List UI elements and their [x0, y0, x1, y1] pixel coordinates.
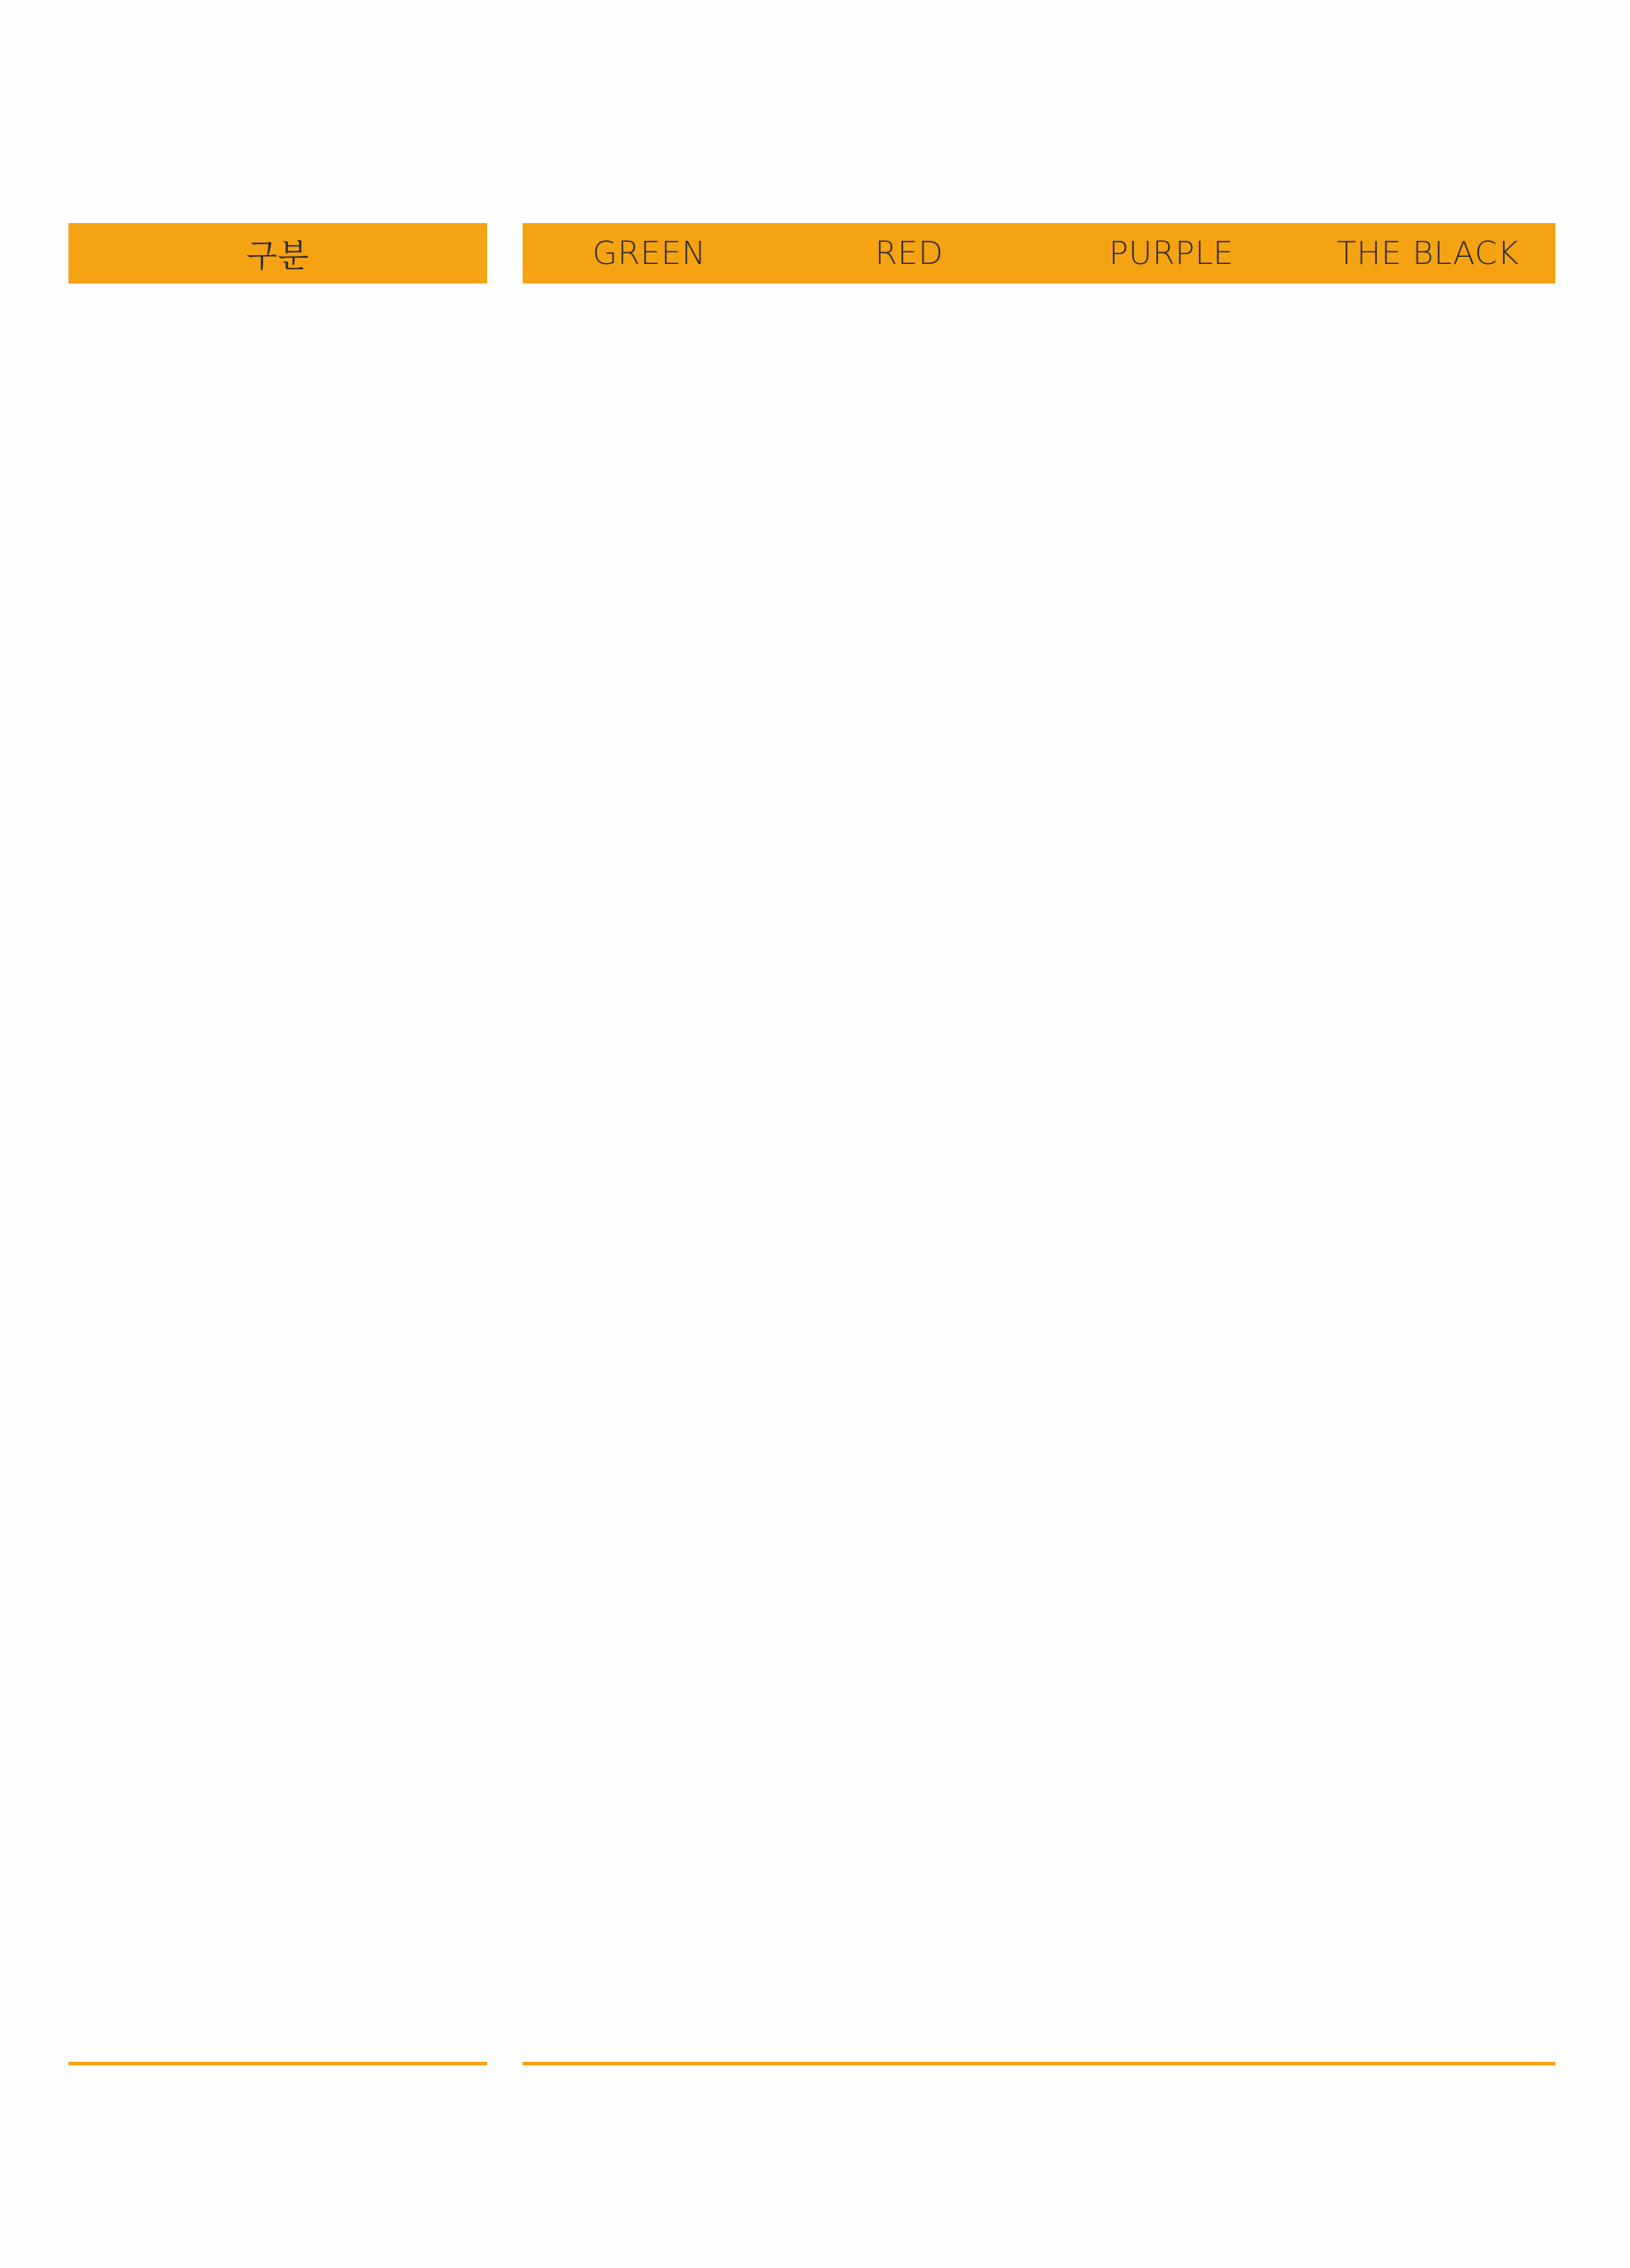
label-column-body	[68, 284, 487, 2062]
comparison-header-row	[523, 223, 1555, 284]
label-column-header	[68, 223, 487, 284]
column-header-the-black: THE BLACK	[1337, 235, 1519, 272]
comparison-table-body	[523, 284, 1555, 2062]
comparison-table-bottom-rule	[523, 2062, 1555, 2065]
label-column-bottom-rule	[68, 2062, 487, 2065]
column-header-green: GREEN	[592, 235, 707, 272]
label-column-header-text: 구분	[246, 237, 309, 275]
column-header-purple: PURPLE	[1108, 235, 1234, 272]
column-header-red: RED	[875, 235, 944, 272]
